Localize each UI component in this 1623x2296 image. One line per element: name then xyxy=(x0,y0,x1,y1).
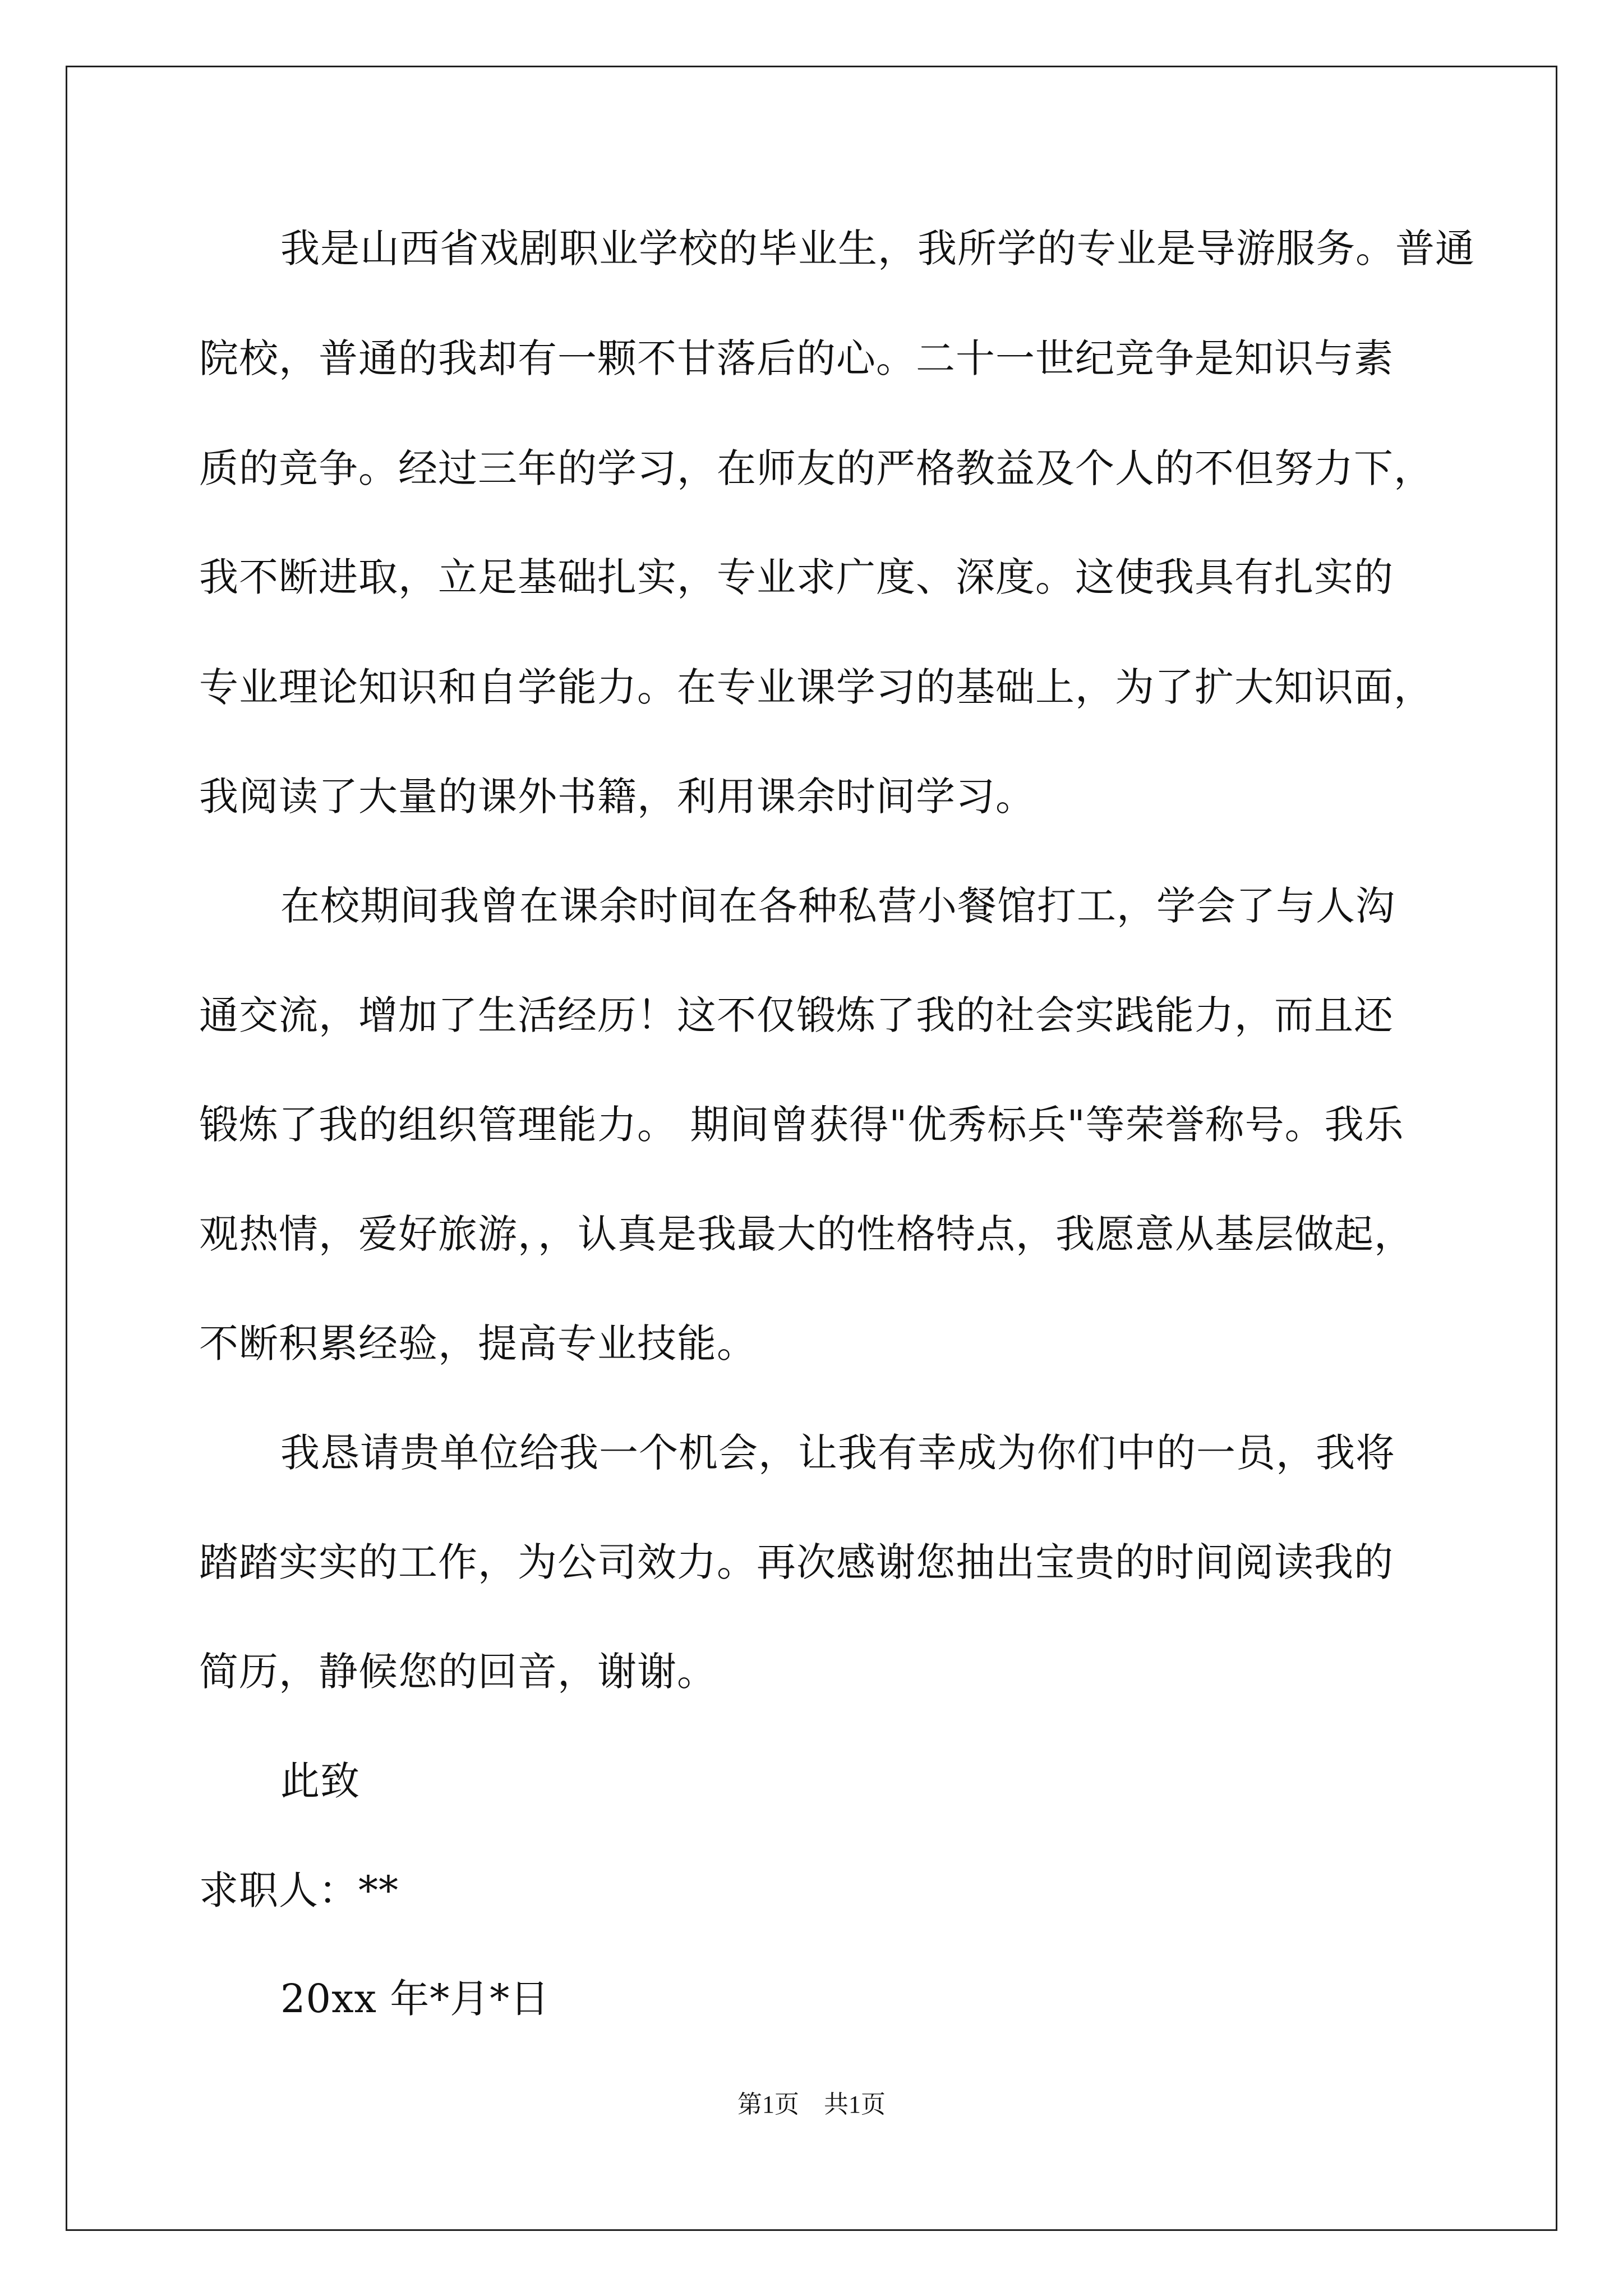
paragraph-3-line-2: 踏踏实实的工作，为公司效力。再次感谢您抽出宝贵的时间阅读我的 xyxy=(199,1539,1394,1585)
paragraph-1-line-1: 我是山西省戏剧职业学校的毕业生，我所学的专业是导游服务。普通 xyxy=(280,226,1475,272)
paragraph-1-line-4: 我不断进取，立足基础扎实，专业求广度、深度。这使我具有扎实的 xyxy=(199,554,1394,600)
paragraph-3-line-3: 简历，静候您的回音，谢谢。 xyxy=(199,1649,717,1695)
paragraph-3-line-1: 我恳请贵单位给我一个机会，让我有幸成为你们中的一员，我将 xyxy=(280,1430,1395,1476)
date: 20xx 年*月*日 xyxy=(280,1976,550,2022)
paragraph-2-line-2: 通交流，增加了生活经历！这不仅锻炼了我的社会实践能力，而且还 xyxy=(199,992,1394,1038)
paragraph-1-line-6: 我阅读了大量的课外书籍，利用课余时间学习。 xyxy=(199,774,1035,820)
paragraph-2-line-5: 不断积累经验，提高专业技能。 xyxy=(199,1320,757,1366)
page-indicator: 第1页 共1页 xyxy=(737,2091,886,2118)
paragraph-1-line-2: 院校，普通的我却有一颗不甘落后的心。二十一世纪竞争是知识与素 xyxy=(199,335,1394,381)
closing-salutation: 此致 xyxy=(280,1758,360,1804)
paragraph-2-line-3: 锻炼了我的组织管理能力。 期间曾获得"优秀标兵"等荣誉称号。我乐 xyxy=(199,1102,1404,1148)
paragraph-2-line-1: 在校期间我曾在课余时间在各种私营小餐馆打工，学会了与人沟 xyxy=(280,883,1395,929)
paragraph-1-line-5: 专业理论知识和自学能力。在专业课学习的基础上，为了扩大知识面， xyxy=(199,664,1433,710)
paragraph-2-line-4: 观热情，爱好旅游，，认真是我最大的性格特点，我愿意从基层做起， xyxy=(199,1211,1414,1257)
signature: 求职人：** xyxy=(199,1867,399,1913)
paragraph-1-line-3: 质的竞争。经过三年的学习，在师友的严格教益及个人的不但努力下， xyxy=(199,445,1433,491)
